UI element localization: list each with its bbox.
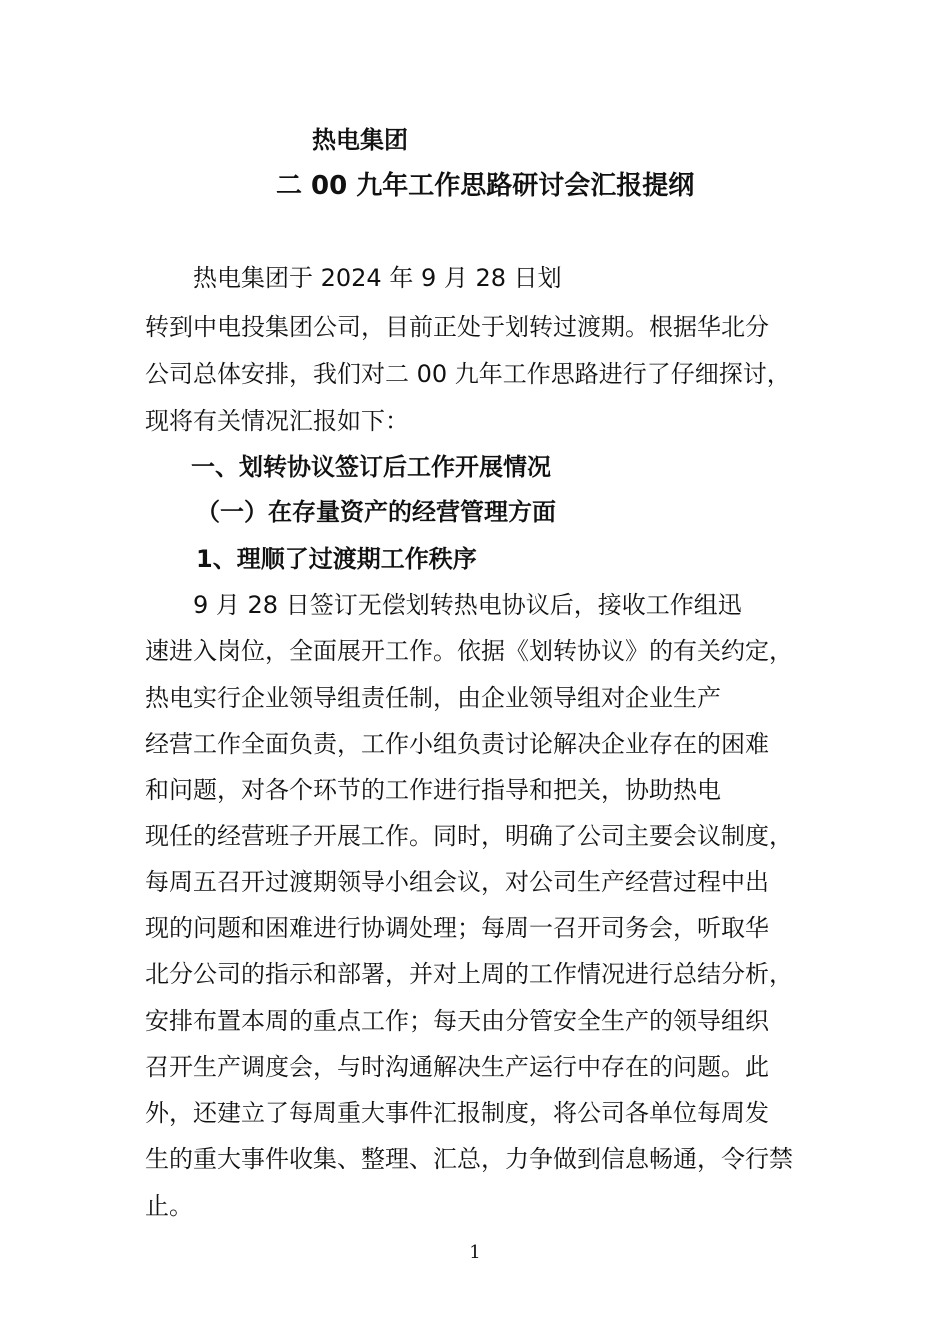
subsection-heading: （一）在存量资产的经营管理方面	[196, 498, 556, 526]
paragraph-line: 和问题，对各个环节的工作进行指导和把关，协助热电	[145, 776, 721, 804]
paragraph-line: 每周五召开过渡期领导小组会议，对公司生产经营过程中出	[145, 868, 769, 896]
item-heading: 1、理顺了过渡期工作秩序	[196, 545, 477, 573]
paragraph-line: 现任的经营班子开展工作。同时，明确了公司主要会议制度，	[145, 822, 793, 850]
section-heading: 一、划转协议签订后工作开展情况	[191, 453, 551, 481]
paragraph-line: 现的问题和困难进行协调处理；每周一召开司务会，听取华	[145, 914, 769, 942]
page-number: 1	[469, 1242, 481, 1263]
paragraph-line: 止。	[145, 1192, 193, 1220]
paragraph-line: 转到中电投集团公司，目前正处于划转过渡期。根据华北分	[145, 313, 769, 341]
paragraph-line: 召开生产调度会，与时沟通解决生产运行中存在的问题。此	[145, 1053, 769, 1081]
document-title-org: 热电集团	[312, 126, 408, 154]
document-title: 二 00 九年工作思路研讨会汇报提纲	[276, 171, 695, 201]
paragraph-line: 安排布置本周的重点工作；每天由分管安全生产的领导组织	[145, 1007, 769, 1035]
paragraph-line: 9 月 28 日签订无偿划转热电协议后，接收工作组迅	[193, 591, 742, 619]
paragraph-line: 外，还建立了每周重大事件汇报制度，将公司各单位每周发	[145, 1099, 769, 1127]
paragraph-line: 速进入岗位，全面展开工作。依据《划转协议》的有关约定，	[145, 637, 793, 665]
paragraph-line: 现将有关情况汇报如下：	[145, 407, 409, 435]
paragraph-line: 热电集团于 2024 年 9 月 28 日划	[193, 264, 562, 292]
paragraph-line: 北分公司的指示和部署，并对上周的工作情况进行总结分析，	[145, 960, 793, 988]
paragraph-line: 公司总体安排，我们对二 00 九年工作思路进行了仔细探讨，	[145, 360, 791, 388]
paragraph-line: 热电实行企业领导组责任制，由企业领导组对企业生产	[145, 684, 721, 712]
paragraph-line: 经营工作全面负责，工作小组负责讨论解决企业存在的困难	[145, 730, 769, 758]
paragraph-line: 生的重大事件收集、整理、汇总，力争做到信息畅通，令行禁	[145, 1145, 793, 1173]
